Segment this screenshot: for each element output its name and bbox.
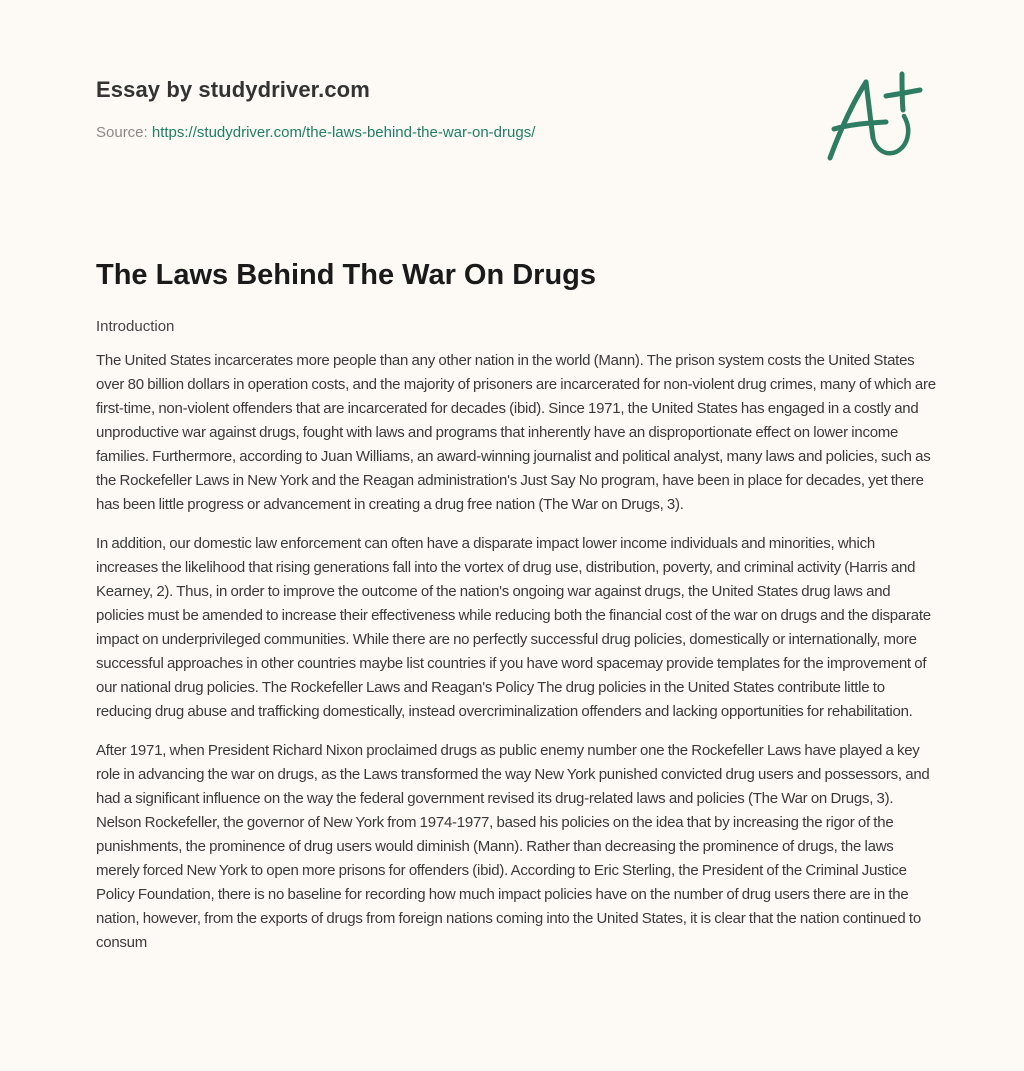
source-line bbox=[96, 123, 796, 143]
essay-paragraph: In addition, our domestic law enforcement can often have a disparate impact lower income individuals and minorities, which increases the likelihood that rising generations fall into the vortex of drug use, distribution, poverty, and criminal activity (Harris and Kearney, 2). Thus, in order to improve the outcome of the nation's ongoing war against drugs, the United States drug laws and policies must be amended to increase their effectiveness while reducing both the financial cost of the war on drugs and the disparate impact on underprivileged communities. While there are no perfectly successful drug policies, domestically or internationally, more successful approaches in other countries maybe list countries if you have word spacemay provide templates for the improvement of our national drug policies. The Rockefeller Laws and Reagan's Policy The drug policies in the United States contribute little to reducing drug abuse and trafficking domestically, instead overcriminalization offenders and lacking opportunities for rehabilitation. bbox=[96, 535, 931, 720]
essay-title: The Laws Behind The War On Drugs bbox=[96, 259, 597, 291]
source-link[interactable]: https://studydriver.com/the-laws-behind-the-war-on-drugs/ bbox=[151, 124, 536, 141]
essay-paragraph: After 1971, when President Richard Nixon proclaimed drugs as public enemy number one the Rockefeller Laws have played a key role in advancing the war on drugs, as the Laws transformed the way New York punished convicted drug users and possessors, and had a significant influence on the way the federal government revised its drug-related laws and policies (The War on Drugs, 3). Nelson Rockefeller, the governor of New York from 1974-1977, based his policies on the idea that by increasing the rigor of the punishments, the prominence of drug users would diminish (Mann). Rather than decreasing the prominence of drugs, the laws merely forced New York to open more prisons for offenders (ibid). According to Eric Sterling, the President of the Criminal Justice Policy Foundation, there is no baseline for recording how much impact policies have on the number of drug users there are in the nation, however, from the exports of drugs from foreign nations coming into the United States, it is clear that the nation continued to consum bbox=[96, 742, 930, 951]
site-title: Essay by studydriver.com bbox=[96, 77, 370, 102]
essay-paragraph: The United States incarcerates more people than any other nation in the world (Mann). The prison system costs the United States over 80 billion dollars in operation costs, and the majority of prisoners are incarcerated for non-violent drug crimes, many of which are first-time, non-violent offenders that are incarcerated for decades (ibid). Since 1971, the United States has engaged in a costly and unproductive war against drugs, fought with laws and programs that inherently have an disproportionate effect on lower income families. Furthermore, according to Juan Williams, an award-winning journalist and political analyst, many laws and policies, such as the Rockefeller Laws in New York and the Reagan administration's Just Say No program, have been in place for decades, yet there has been little progress or advancement in creating a drug free nation (The War on Drugs, 3). bbox=[96, 352, 936, 513]
page-header bbox=[96, 76, 796, 143]
source-label: Source: bbox=[96, 124, 152, 141]
section-label-introduction: Introduction bbox=[96, 318, 175, 335]
essay-content bbox=[96, 256, 936, 955]
a-plus-grade-icon bbox=[820, 66, 930, 166]
